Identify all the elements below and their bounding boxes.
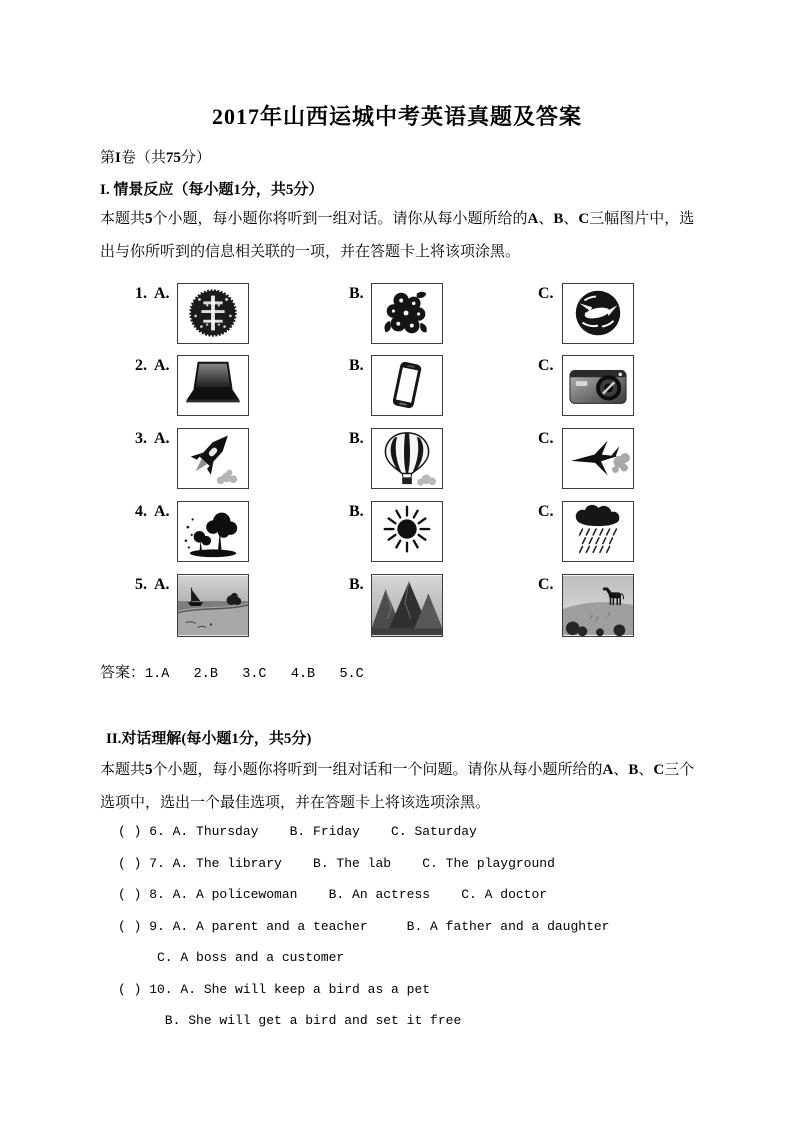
question-number: 5. <box>135 576 147 593</box>
section1-heading: I. 情景反应（每小题1分，共5分） <box>100 182 324 198</box>
picture-row-5 <box>135 574 655 638</box>
picture-option-box <box>371 355 443 416</box>
section1-instructions-line2: 出与你所听到的信息相关联的一项，并在答题卡上将该项涂黑。 <box>100 244 521 260</box>
question-line-10b: B. She will get a bird and set it free <box>118 1013 462 1028</box>
section1-instructions-line1: 本题共5个小题，每小题你将听到一组对话。请你从每小题所给的A、B、C三幅图片中，选 <box>100 211 695 227</box>
picture-row-2 <box>135 355 655 419</box>
picture-option-box <box>177 574 249 637</box>
picture-option-box <box>562 355 634 416</box>
question-number: 4. <box>135 503 147 520</box>
picture-row-1 <box>135 283 655 347</box>
option-b-label: B. <box>349 576 364 593</box>
option-c-label: C. <box>538 430 554 447</box>
horse-on-grassland-image <box>563 575 633 636</box>
picture-option-box <box>562 428 634 489</box>
question-number: 2. <box>135 357 147 374</box>
hot-air-balloon-image <box>372 429 442 488</box>
picture-row-4 <box>135 501 655 565</box>
picture-option-box <box>177 355 249 416</box>
page-title: 2017年山西运城中考英语真题及答案 <box>211 104 582 129</box>
trees-in-wind-image <box>178 502 248 561</box>
picture-option-box <box>371 283 443 344</box>
option-c-label: C. <box>538 285 554 302</box>
section2-instructions-line2: 选项中，选出一个最佳选项，并在答题卡上将该选项涂黑。 <box>100 795 491 811</box>
digital-camera-image <box>563 356 633 415</box>
volume-heading: 第I卷（共75分） <box>100 150 211 166</box>
picture-option-box <box>562 501 634 562</box>
option-a-label: A. <box>154 357 170 374</box>
option-a-label: A. <box>154 285 170 302</box>
question-number: 1. <box>135 285 147 302</box>
option-b-label: B. <box>349 430 364 447</box>
section2-heading: II.对话理解(每小题1分，共5分) <box>106 731 312 747</box>
question-line-8: ( ) 8. A. A policewoman B. An actress C. A doctor <box>118 887 548 902</box>
smartphone-image <box>372 356 442 415</box>
option-a-label: A. <box>154 576 170 593</box>
picture-option-box <box>371 574 443 637</box>
section2-instructions-line1: 本题共5个小题，每小题你将听到一组对话和一个问题。请你从每小题所给的A、B、C三个 <box>100 762 695 778</box>
paper-cut-bird-medallion-image <box>563 284 633 343</box>
option-b-label: B. <box>349 357 364 374</box>
picture-option-box <box>371 501 443 562</box>
picture-row-3 <box>135 428 655 492</box>
option-b-label: B. <box>349 285 364 302</box>
picture-option-box <box>177 501 249 562</box>
beach-with-boat-image <box>178 575 248 636</box>
option-c-label: C. <box>538 576 554 593</box>
picture-option-box <box>371 428 443 489</box>
picture-option-box <box>177 283 249 344</box>
picture-option-box <box>177 428 249 489</box>
sun-image <box>372 502 442 561</box>
laptop-image <box>178 356 248 415</box>
question-line-9c: C. A boss and a customer <box>118 950 345 965</box>
option-a-label: A. <box>154 503 170 520</box>
answer-key-line <box>100 661 364 682</box>
picture-option-box <box>562 574 634 637</box>
picture-option-box <box>562 283 634 344</box>
question-line-7: ( ) 7. A. The library B. The lab C. The playground <box>118 856 555 871</box>
jet-plane-image <box>563 429 633 488</box>
option-c-label: C. <box>538 503 554 520</box>
paper-cut-flowers-image <box>372 284 442 343</box>
question-line-10: ( ) 10. A. She will keep a bird as a pet <box>118 982 431 997</box>
paper-cut-round-ornament-image <box>178 284 248 343</box>
question-line-6: ( ) 6. A. Thursday B. Friday C. Saturday <box>118 824 477 839</box>
option-c-label: C. <box>538 357 554 374</box>
option-b-label: B. <box>349 503 364 520</box>
answer-key-values: 1.A 2.B 3.C 4.B 5.C <box>145 667 364 682</box>
rocket-launch-image <box>178 429 248 488</box>
question-number: 3. <box>135 430 147 447</box>
rain-cloud-image <box>563 502 633 561</box>
answer-key-label: 答案： <box>100 665 146 681</box>
mountains-image <box>372 575 442 636</box>
question-line-9: ( ) 9. A. A parent and a teacher B. A father and a daughter <box>118 919 610 934</box>
option-a-label: A. <box>154 430 170 447</box>
